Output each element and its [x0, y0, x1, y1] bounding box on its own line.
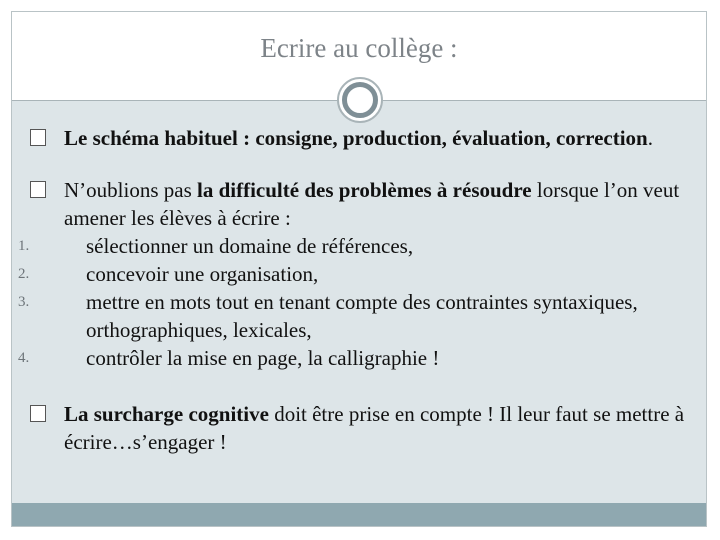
list-item [18, 288, 690, 344]
list-item [18, 260, 690, 288]
list-number: 2. [18, 266, 30, 282]
schema-bold-text: Le schéma habituel : consigne, production, évaluation, correction [64, 126, 648, 150]
paragraph-cognitive [30, 400, 690, 456]
checkbox-bullet-icon [30, 129, 46, 146]
list-number: 1. [18, 238, 30, 254]
list-number: 3. [18, 294, 30, 310]
list-item [18, 344, 690, 372]
footer-bar [12, 503, 706, 526]
difficulty-bold-text: la difficulté des problèmes à résoudre [197, 178, 532, 202]
slide-title: Ecrire au collège : [260, 33, 458, 63]
difficulty-tail-text: lorsque l’on veut amener les élèves à écrire : [64, 178, 680, 230]
paragraph-difficulty [30, 176, 690, 232]
list-item-text: contrôler la mise en page, la calligraphie ! [86, 346, 440, 370]
cognitive-tail-text: doit être prise en compte ! Il leur faut se mettre à écrire…s’engager ! [64, 402, 685, 454]
list-item-text: sélectionner un domaine de références, [86, 234, 414, 258]
checkbox-bullet-icon [30, 181, 46, 198]
ring-ornament-inner-icon [342, 82, 378, 118]
list-item-text: concevoir une organisation, [86, 262, 319, 286]
paragraph-schema [30, 124, 690, 152]
list-item-text: mettre en mots tout en tenant compte des contraintes syntaxiques, orthographiques, lexicales, [86, 290, 638, 342]
schema-tail-text: . [647, 126, 653, 150]
list-item [18, 232, 690, 260]
slide-body [18, 124, 690, 456]
difficulty-lead-text: N’oublions pas [64, 178, 197, 202]
checkbox-bullet-icon [30, 405, 46, 422]
cognitive-bold-text: La surcharge cognitive [64, 402, 269, 426]
list-number: 4. [18, 350, 30, 366]
